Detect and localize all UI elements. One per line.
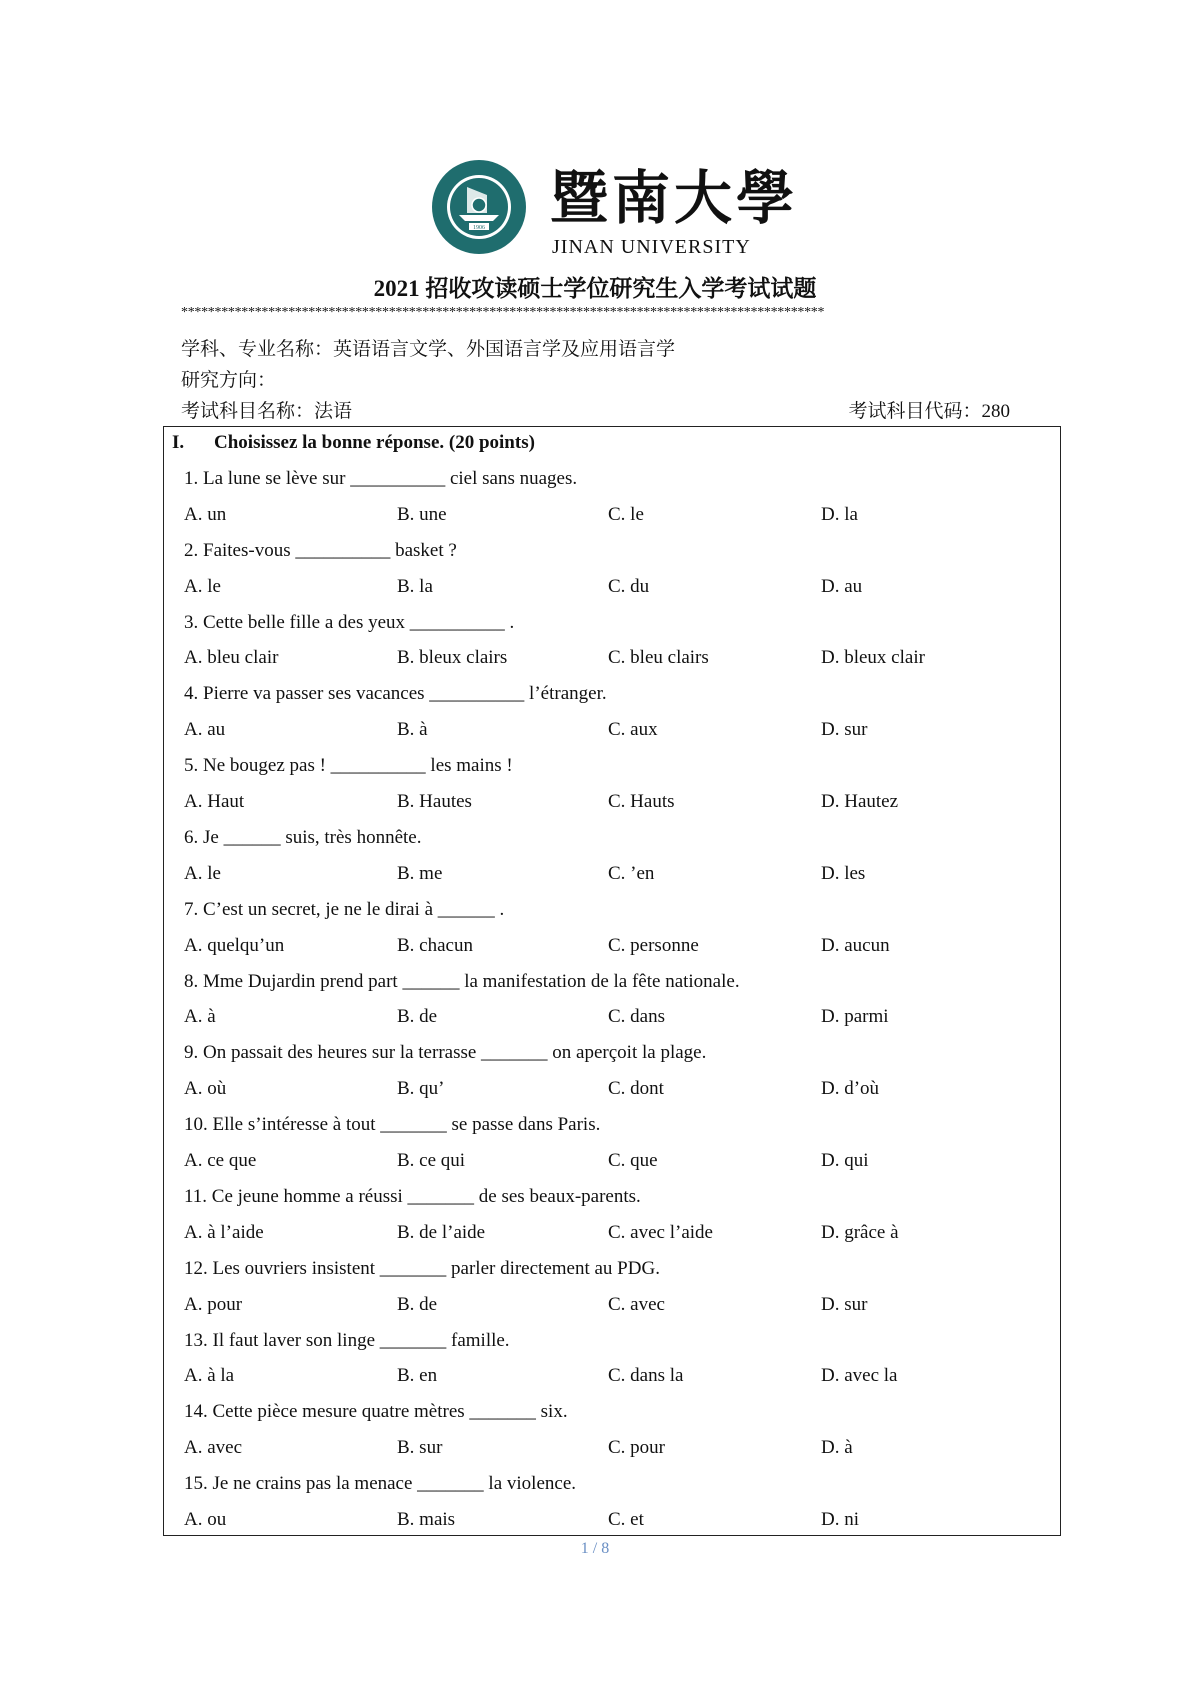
section-number: I. [172,432,185,453]
answer-option: A. bleu clair [184,647,279,669]
answer-option: A. pour [184,1293,243,1315]
question-text: 15. Je ne crains pas la menace _______ la violence. [184,1473,576,1495]
question-text: 5. Ne bougez pas ! __________ les mains ! [184,755,513,777]
answer-option: D. sur [821,719,868,741]
question-text: 6. Je ______ suis, très honnête. [184,826,422,848]
question-text: 12. Les ouvriers insistent _______ parler directement au PDG. [184,1257,660,1279]
exam-code: 考试科目代码：280 [848,401,1010,422]
answer-option: C. bleu clairs [608,647,709,669]
answer-option: A. le [184,862,221,884]
answer-option: A. Haut [184,791,245,812]
university-name-chinese: 暨南大學 [550,164,799,232]
answer-option: D. avec la [821,1365,898,1387]
question-text: 13. Il faut laver son linge _______ famille. [184,1329,510,1351]
answer-option: C. du [608,575,650,597]
answer-option: A. à [184,1006,216,1028]
answer-option: A. avec [184,1437,243,1459]
answer-option: B. à [397,719,428,741]
answer-option: B. en [397,1365,438,1387]
question-text: 14. Cette pièce mesure quatre mètres _______ six. [184,1401,568,1423]
answer-option: C. que [608,1150,658,1171]
answer-option: B. Hautes [397,791,472,812]
answer-option: C. pour [608,1437,665,1459]
subject-line: 学科、专业名称：英语语言文学、外国语言学及应用语言学 [181,339,676,360]
answer-option: A. à la [184,1365,235,1387]
answer-option: B. de [397,1006,438,1028]
answer-option: C. dont [608,1078,664,1100]
answer-option: C. ’en [608,862,655,884]
exam-title: 2021 招收攻读硕士学位研究生入学考试试题 [373,276,817,301]
answer-option: A. ou [184,1509,227,1530]
answer-option: D. Hautez [821,791,899,812]
separator-line: ************************************************************************************************ [181,305,825,320]
answer-option: D. au [821,575,863,597]
university-name-english: JINAN UNIVERSITY [552,236,751,258]
answer-option: C. Hauts [608,791,675,812]
answer-option: C. dans [608,1006,665,1028]
question-text: 10. Elle s’intéresse à tout _______ se passe dans Paris. [184,1114,601,1136]
answer-option: C. aux [608,719,658,741]
answer-option: D. qui [821,1150,869,1171]
answer-option: B. la [397,575,433,597]
answer-option: B. bleux clairs [397,647,508,669]
answer-option: B. sur [397,1437,443,1459]
answer-option: C. et [608,1509,644,1530]
answer-option: D. la [821,503,858,525]
section-heading: Choisissez la bonne réponse. (20 points) [214,432,535,453]
answer-option: D. aucun [821,934,890,956]
question-text: 2. Faites-vous __________ basket ? [184,539,457,561]
answer-option: A. où [184,1078,227,1100]
answer-option: B. de l’aide [397,1221,486,1243]
exam-name: 考试科目名称：法语 [181,401,353,422]
university-seal-logo [431,159,527,255]
question-text: 7. C’est un secret, je ne le dirai à ______ . [184,898,505,920]
answer-option: D. parmi [821,1006,889,1028]
answer-option: A. un [184,503,227,525]
question-text: 1. La lune se lève sur __________ ciel sans nuages. [184,467,578,489]
answer-option: C. avec l’aide [608,1221,713,1243]
answer-option: B. de [397,1293,438,1315]
answer-option: D. ni [821,1509,859,1530]
answer-option: D. à [821,1437,853,1459]
svg-text:1906: 1906 [473,225,485,231]
answer-option: A. quelqu’un [184,934,285,956]
answer-option: B. ce qui [397,1150,466,1171]
direction-line: 研究方向： [181,370,277,391]
answer-option: D. grâce à [821,1221,899,1243]
answer-option: B. me [397,862,443,884]
answer-option: C. avec [608,1293,665,1315]
answer-option: B. chacun [397,934,473,956]
answer-option: A. à l’aide [184,1221,264,1243]
answer-option: D. les [821,862,866,884]
page-number: 1 / 8 [580,1540,610,1557]
answer-option: D. d’où [821,1078,880,1100]
question-text: 3. Cette belle fille a des yeux __________ . [184,611,515,633]
answer-option: B. mais [397,1509,456,1530]
answer-option: A. ce que [184,1150,257,1171]
answer-option: D. bleux clair [821,647,925,669]
question-text: 11. Ce jeune homme a réussi _______ de ses beaux-parents. [184,1185,641,1207]
answer-option: A. au [184,719,226,741]
question-text: 4. Pierre va passer ses vacances __________ l’étranger. [184,683,607,705]
answer-option: B. une [397,503,447,525]
answer-option: A. le [184,575,221,597]
question-text: 9. On passait des heures sur la terrasse _______ on aperçoit la plage. [184,1042,707,1064]
question-text: 8. Mme Dujardin prend part ______ la manifestation de la fête nationale. [184,970,740,992]
answer-option: C. personne [608,934,699,956]
answer-option: D. sur [821,1293,868,1315]
answer-option: B. qu’ [397,1078,445,1100]
answer-option: C. dans la [608,1365,684,1387]
answer-option: C. le [608,503,644,525]
